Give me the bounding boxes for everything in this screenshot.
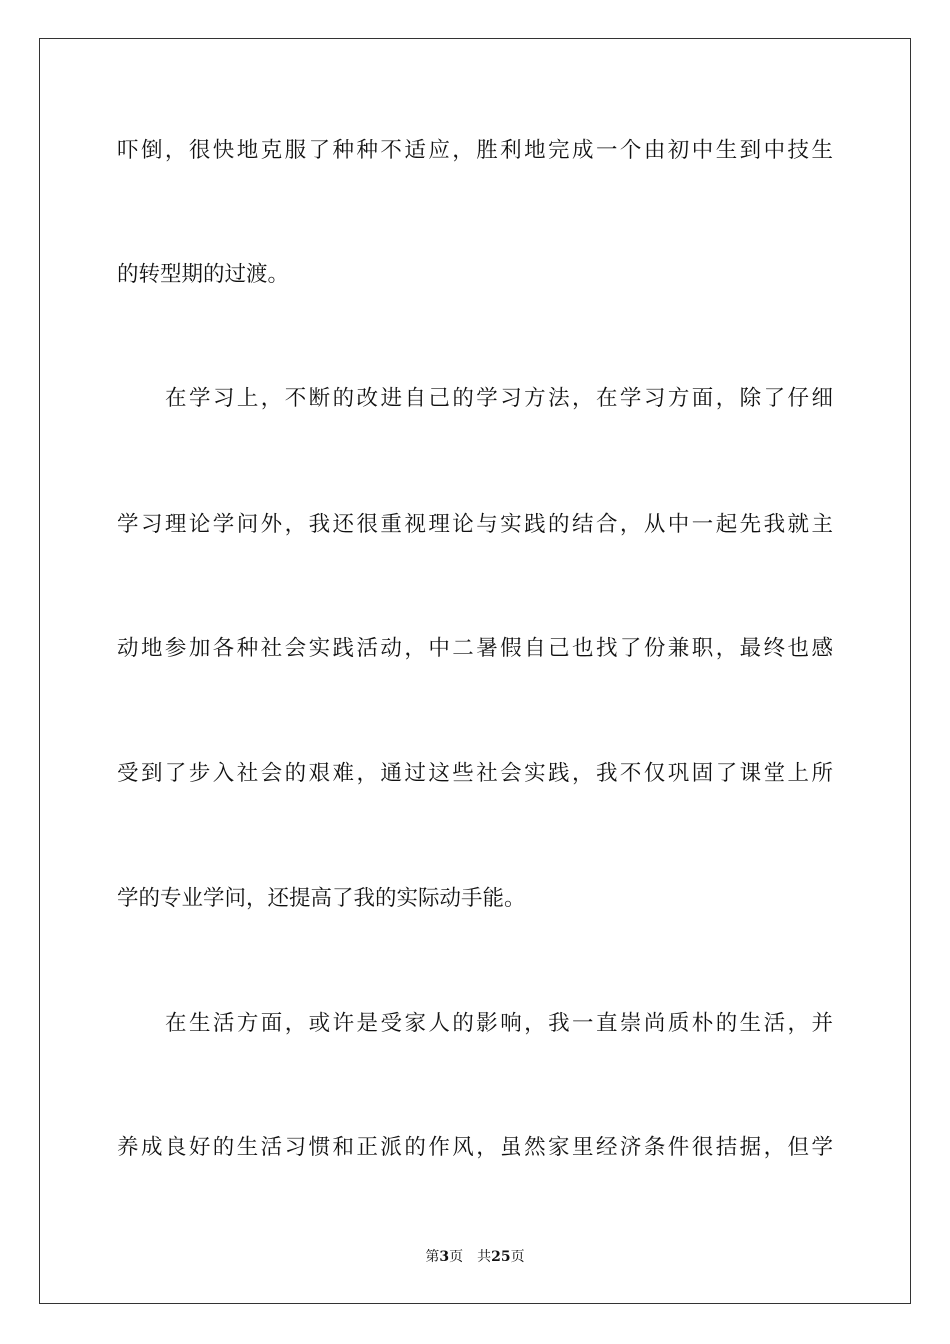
body-line-7: 学的专业学问，还提高了我的实际动手能。 <box>117 886 526 911</box>
body-line-5: 动地参加各种社会实践活动，中二暑假自己也找了份兼职，最终也感 <box>117 636 833 661</box>
page-border <box>39 38 911 1304</box>
footer-total-prefix: 共 <box>477 1249 492 1265</box>
body-line-3: 在学习上，不断的改进自己的学习方法，在学习方面，除了仔细 <box>165 386 833 411</box>
body-line-1: 吓倒，很快地克服了种种不适应，胜利地完成一个由初中生到中技生 <box>117 138 833 163</box>
footer-total-suffix: 页 <box>510 1249 525 1265</box>
body-line-8: 在生活方面，或许是受家人的影响，我一直崇尚质朴的生活，并 <box>165 1011 833 1036</box>
body-line-2: 的转型期的过渡。 <box>117 262 290 287</box>
body-line-9: 养成良好的生活习惯和正派的作风，虽然家里经济条件很拮据，但学 <box>117 1135 833 1160</box>
footer-total-pages: 25 <box>491 1249 511 1265</box>
body-line-4: 学习理论学问外，我还很重视理论与实践的结合，从中一起先我就主 <box>117 512 833 537</box>
body-line-6: 受到了步入社会的艰难，通过这些社会实践，我不仅巩固了课堂上所 <box>117 761 833 786</box>
page-footer <box>0 1247 950 1267</box>
footer-page-prefix: 第 <box>425 1249 440 1265</box>
footer-page-number: 3 <box>439 1249 450 1265</box>
footer-page-suffix: 页 <box>449 1249 464 1265</box>
